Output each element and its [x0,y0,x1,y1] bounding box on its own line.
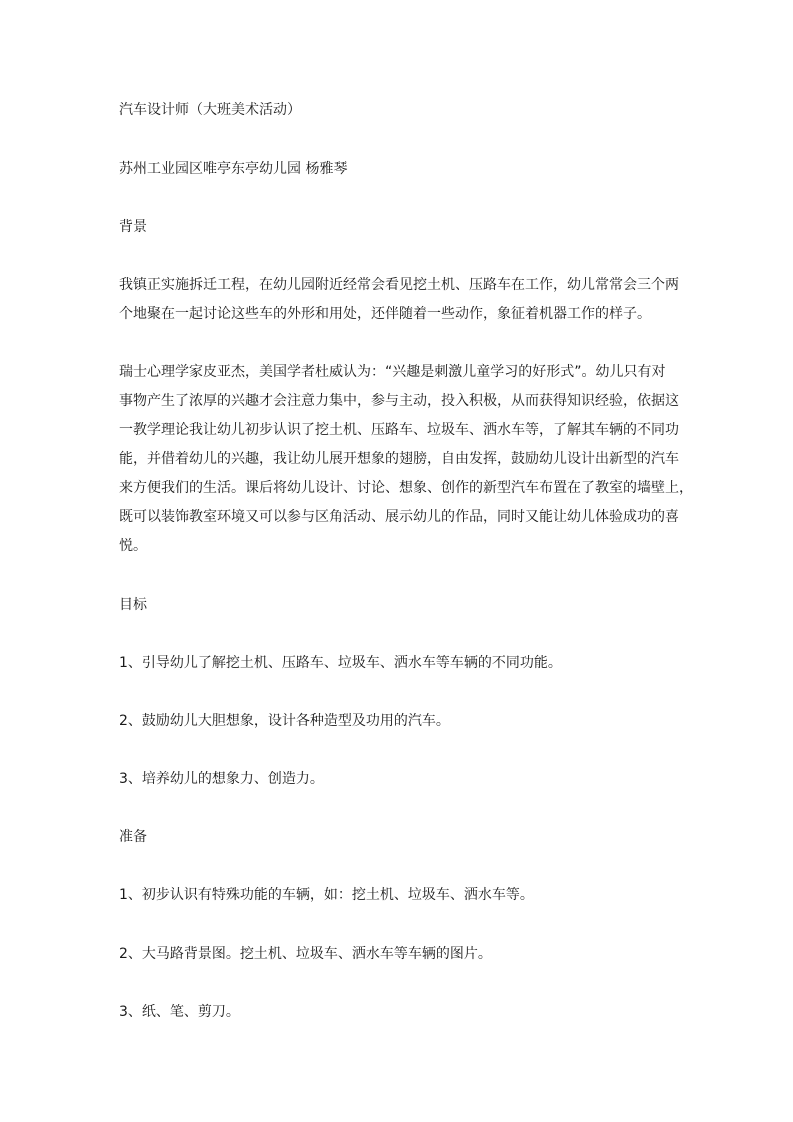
paragraph-line: 瑞士心理学家皮亚杰，美国学者杜威认为：“兴趣是刺激儿童学习的好形式”。幼儿只有对 [119,364,666,380]
preparation-item-3: 3、纸、笔、剪刀。 [119,1004,240,1020]
paragraph-line: 事物产生了浓厚的兴趣才会注意力集中，参与主动，投入积极，从而获得知识经验，依据这 [119,393,679,409]
paragraph-line: 一教学理论我让幼儿初步认识了挖土机、压路车、垃圾车、洒水车等，了解其车辆的不同功 [119,422,679,438]
paragraph-line: 我镇正实施拆迁工程，在幼儿园附近经常会看见挖土机、压路车在工作，幼儿常常会三个两 [119,277,679,293]
author-line: 苏州工业园区唯亭东亭幼儿园 杨雅琴 [119,161,348,177]
preparation-item-1: 1、初步认识有特殊功能的车辆，如：挖土机、垃圾车、洒水车等。 [119,887,534,903]
heading-goals: 目标 [119,597,147,613]
background-paragraph-1 [119,271,679,329]
preparation-item-2: 2、大马路背景图。挖土机、垃圾车、洒水车等车辆的图片。 [119,946,492,962]
background-paragraph-2 [119,358,693,561]
heading-background: 背景 [119,219,147,235]
goal-item-1: 1、引导幼儿了解挖土机、压路车、垃圾车、洒水车等车辆的不同功能。 [119,655,562,671]
goal-item-2: 2、鼓励幼儿大胆想象，设计各种造型及功用的汽车。 [119,713,450,729]
paragraph-line: 悦。 [119,538,147,554]
paragraph-line: 既可以装饰教室环境又可以参与区角活动、展示幼儿的作品，同时又能让幼儿体验成功的喜 [119,509,679,525]
document-title: 汽车设计师（大班美术活动） [119,102,301,118]
paragraph-line: 能，并借着幼儿的兴趣，我让幼儿展开想象的翅膀，自由发挥，鼓励幼儿设计出新型的汽车 [119,451,679,467]
goal-item-3: 3、培养幼儿的想象力、创造力。 [119,771,324,787]
paragraph-line: 个地聚在一起讨论这些车的外形和用处，还伴随着一些动作，象征着机器工作的样子。 [119,306,651,322]
paragraph-line: 来方便我们的生活。课后将幼儿设计、讨论、想象、创作的新型汽车布置在了教室的墙壁上， [119,480,693,496]
heading-preparation: 准备 [119,829,147,845]
